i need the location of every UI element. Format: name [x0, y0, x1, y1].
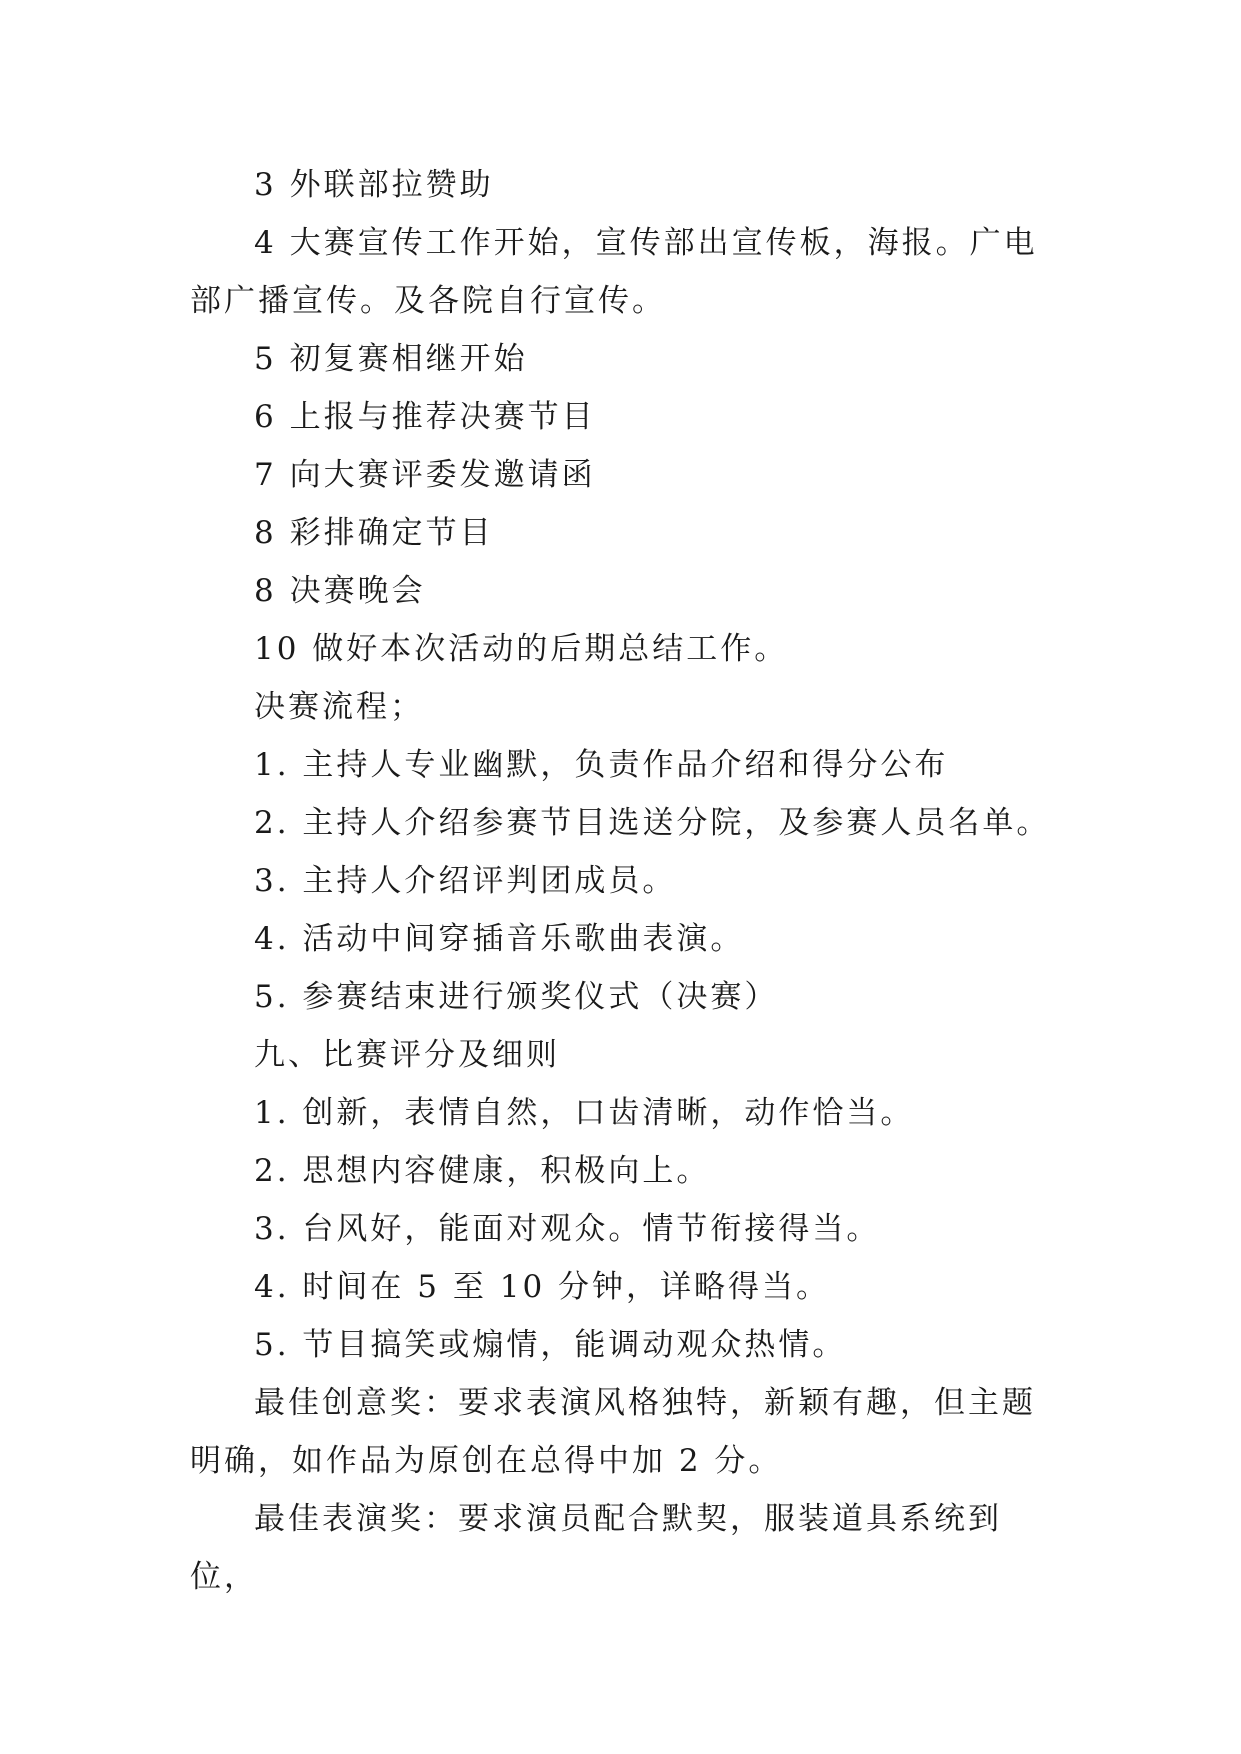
paragraph: 最佳表演奖：要求演员配合默契，服装道具系统到位， [190, 1501, 1002, 1595]
paragraph: 8 彩排确定节目 [254, 515, 494, 551]
paragraph: 6 上报与推荐决赛节目 [254, 399, 596, 435]
list-item: 5. 参赛结束进行颁奖仪式（决赛） [254, 979, 779, 1015]
list-item: 4. 时间在 5 至 10 分钟，详略得当。 [254, 1269, 831, 1305]
list-item: 1. 主持人专业幽默，负责作品介绍和得分公布 [254, 747, 949, 783]
list-item: 4. 活动中间穿插音乐歌曲表演。 [254, 921, 745, 957]
list-item: 3. 台风好，能面对观众。情节衔接得当。 [254, 1211, 881, 1247]
paragraph: 5 初复赛相继开始 [254, 341, 528, 377]
list-item: 2. 主持人介绍参赛节目选送分院，及参赛人员名单。 [254, 805, 1051, 841]
paragraph: 4 大赛宣传工作开始，宣传部出宣传板，海报。广电部广播宣传。及各院自行宣传。 [190, 225, 1038, 319]
paragraph: 10 做好本次活动的后期总结工作。 [254, 631, 789, 667]
paragraph: 3 外联部拉赞助 [254, 167, 494, 203]
paragraph: 最佳创意奖：要求表演风格独特，新颖有趣，但主题明确，如作品为原创在总得中加 2 分。 [190, 1385, 1036, 1479]
paragraph: 7 向大赛评委发邀请函 [254, 457, 596, 493]
list-item: 3. 主持人介绍评判团成员。 [254, 863, 677, 899]
list-item: 1. 创新，表情自然，口齿清晰，动作恰当。 [254, 1095, 915, 1131]
paragraph: 8 决赛晚会 [254, 573, 426, 609]
list-item: 5. 节目搞笑或煽情，能调动观众热情。 [254, 1327, 847, 1363]
section-heading: 九、比赛评分及细则 [254, 1037, 560, 1073]
list-item: 2. 思想内容健康，积极向上。 [254, 1153, 711, 1189]
section-heading: 决赛流程； [254, 689, 424, 725]
